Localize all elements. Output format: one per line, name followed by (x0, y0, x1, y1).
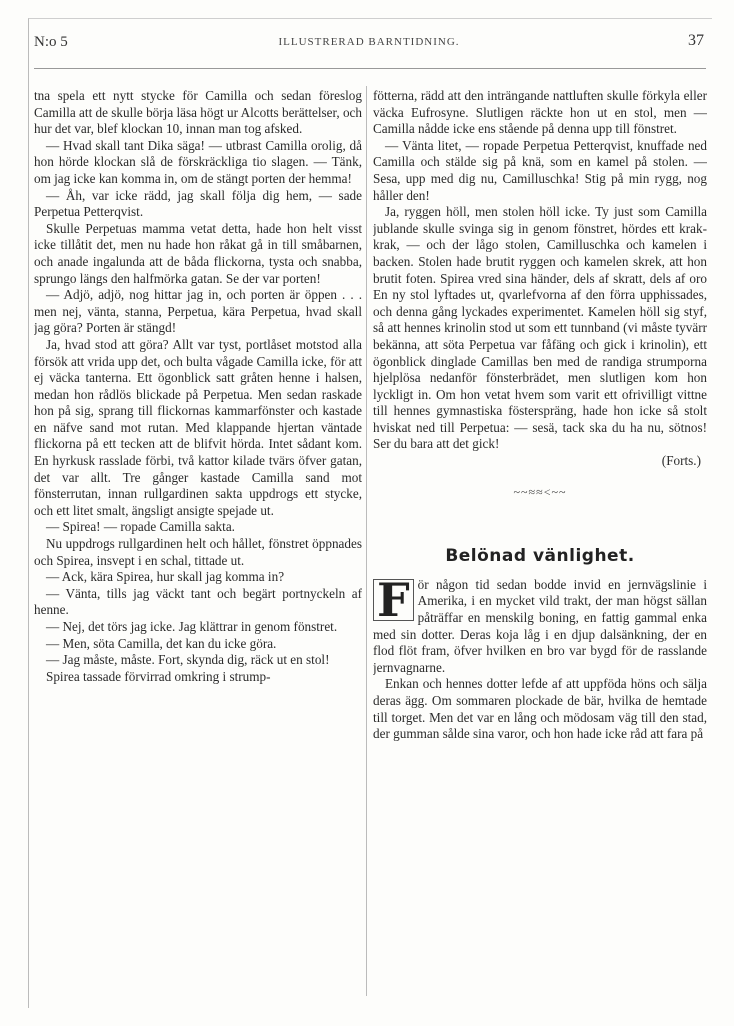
paragraph: tna spela ett nytt stycke för Camilla och sedan föreslog Camilla att de skulle börja läsa högt ur Alcotts berättelser, och hur det var, blef klockan 10, innan man tog afsked. (34, 88, 362, 137)
paragraph: — Åh, var icke rädd, jag skall följa dig hem, — sade Perpetua Petterqvist. (34, 187, 362, 220)
paragraph: Nu uppdrogs rullgardinen helt och hållet, fönstret öppnades och Spirea, insvept i en schal, tittade ut. (34, 536, 362, 568)
continued-note: (Forts.) (661, 453, 701, 469)
header-rule (34, 68, 706, 69)
ornament-divider: ~~≈≈<~~ (513, 484, 567, 499)
paragraph: — Men, söta Camilla, det kan du icke göra. (46, 635, 277, 651)
left-column (34, 88, 362, 1006)
right-column (373, 88, 707, 1006)
paragraph: — Spirea! — ropade Camilla sakta. (46, 519, 235, 535)
paragraph: Spirea tassade förvirrad omkring i strump- (46, 668, 271, 684)
paragraph: — Hvad skall tant Dika säga! — utbrast Camilla orolig, då hon hörde klockan slå de förskräckliga tio slagen. — Tänk, om jag icke kan komma in, om de stängt porten der hemma! (34, 137, 362, 186)
paragraph: Ja, hvad stod att göra? Allt var tyst, portlåset motstod alla försök att vrida upp det, och bulta vågade Camilla icke, för att ej väcka tanterna. Ett ögonblick satt gråten henne i halsen, medan hon rådlös blickade på Perpetua. Men sedan raskade hon på sig, sprang till flickornas kammarfönster och kastade en näfve sand mot rutan. Med klappande hjertan väntade flickorna på ett tecken att de blifvit hörda. Intet sådant kom. En hyrkusk rasslade förbi, två kattor kilade tvärs öfver gatan, det var allt. Tre gånger kastade Camilla sand mot fönsterrutan, innan rullgardinen sakta uppdrogs ett stycke, och ett litet smalt, ängsligt ansigte spejade ut. (34, 336, 362, 518)
paragraph: fötterna, rädd att den inträngande nattluften skulle förkyla eller väcka Eufrosyne. Slutligen räckte hon ut en stol, men — Camilla nådde icke ens stående på denna upp till fönstret. (373, 88, 707, 137)
paragraph: — Vänta litet, — ropade Perpetua Petterqvist, knuffade ned Camilla och stälde sig på knä, som en kamel på stolen. — Sesa, upp med dig nu, Camilluschka! Stig på min rygg, nog håller den! (373, 137, 707, 203)
paragraph: Ja, ryggen höll, men stolen höll icke. Ty just som Camilla jublande skulle svinga sig in genom fönstret, hördes ett krak-krak, — och der lågo stolen, Camilluschka och kamelen i backen. Stolen hade brutit ryggen och kamelen skrek, att hon brutit foten. Spirea vred sina händer, dels af skratt, dels af oro En ny stol lyftades ut, qvarlefvorna af den förra upphissades, och denna gång lyckades experimentet. Kamelen höll sig styf, så att hennes krinolin stod ut som ett tunnband (vi måste tyvärr bekänna, att söta Perpetua var fåfäng och gick i krinolin), ett ögonblick dinglade Camillas ben med de randiga strumporna hjelplösa nedanför fönsterbrädet, men slutligen kom hon lyckligt in. Om hon vetat hvem som varit ett ofrivilligt vittne till hennes gymnastiska fösterspräng, hade hon icke så stolt hviskat ned till Perpetua: — sesä, tack ska du ha nu, sötnos! Ser du bara att det gick! (373, 204, 707, 452)
page-number: 37 (688, 32, 704, 49)
column-divider (366, 86, 367, 996)
running-header (34, 32, 704, 56)
paragraph: Skulle Perpetuas mamma vetat detta, hade hon helt visst icke tillåtit det, men nu hade hon råkat gå in till småbarnen, och anade ingalunda att de båda flickorna, tysta och snabba, sprungo längs den halfmörka gatan. Se der var porten! (34, 220, 362, 286)
paragraph: — Vänta, tills jag väckt tant och begärt portnyckeln af henne. (34, 585, 362, 618)
paragraph: — Adjö, adjö, nog hittar jag in, och porten är öppen . . . men nej, vänta, stanna, Perpetua, kära Perpetua, hvad skall jag göra? Porten är stängd! (34, 287, 362, 336)
story-continuation (373, 88, 707, 453)
issue-number: N:o 5 (34, 34, 68, 50)
paragraph: — Jag måste, måste. Fort, skynda dig, räck ut en stol! (46, 652, 330, 668)
paragraph: — Nej, det törs jag icke. Jag klättrar in genom fönstret. (46, 619, 338, 634)
paragraph: — Ack, kära Spirea, hur skall jag komma in? (46, 569, 285, 585)
section-body (373, 572, 707, 743)
paragraph: Enkan och hennes dotter lefde af att uppföda höns och sälja deras ägg. Om sommaren plockade de bär, hvilka de hemtade till torget. Men det var en lång och mödosam väg till den stad, der gumman sålde sina varor, och hon hade icke råd att fara på (373, 676, 707, 742)
drop-cap: F (373, 579, 414, 621)
publication-title: ILLUSTRERAD BARNTIDNING. (278, 36, 460, 48)
section-title: Belönad vänlighet. (445, 546, 635, 567)
paragraph: ör någon tid sedan bodde invid en jernvägslinie i Amerika, i en mycket vild trakt, der man högst sällan påträffar en menskilg boning, en fattig gammal enka med sin dotter. Deras koja låg i en djup dalsänkning, der en flod flöt fram, öfver hvilken en bro var bygd för de rasslande jernvagnarne. (373, 576, 707, 675)
